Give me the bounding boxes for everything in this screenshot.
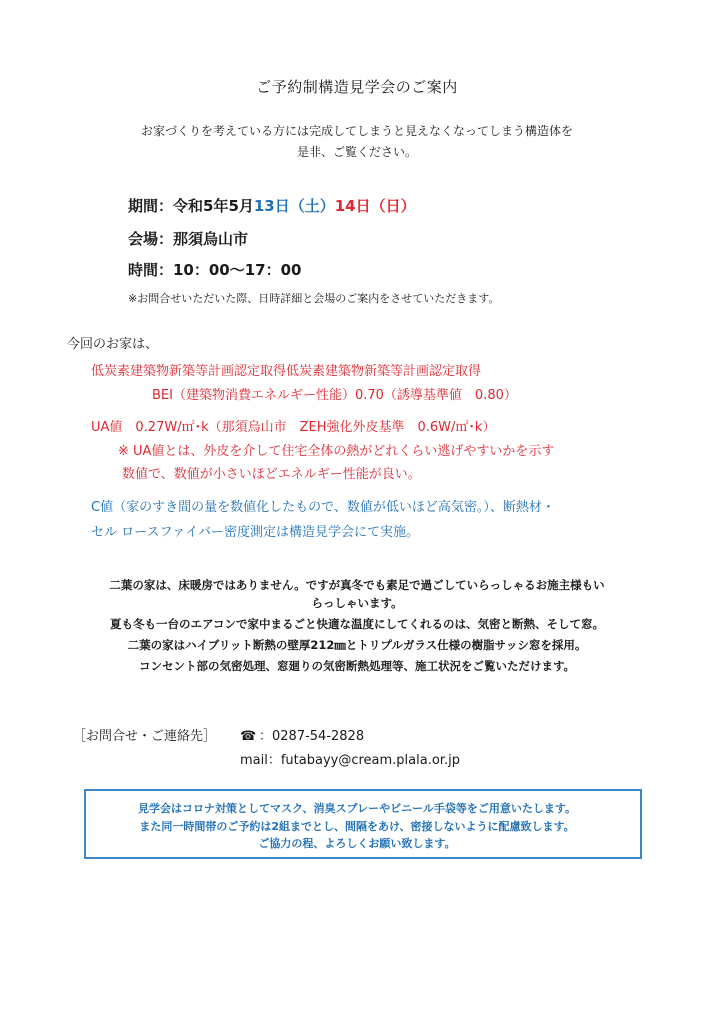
event-time: 時間：10：00〜17：00 bbox=[128, 261, 302, 279]
body-line-1: 二葉の家は、床暖房ではありません。ですが真冬でも素足で過ごしていらっしゃるお施主様もい bbox=[109, 578, 605, 592]
contact-mail[interactable]: mail：futabayy@cream.plala.or.jp bbox=[240, 753, 460, 768]
event-venue: 会場：那須烏山市 bbox=[128, 230, 249, 248]
c-value-line-2: セル ロースファイバー密度測定は構造見学会にて実施。 bbox=[91, 525, 419, 540]
ua-value: UA値 0.27W/㎡･k（那須烏山市 ZEH強化外皮基準 0.6W/㎡･k） bbox=[91, 420, 496, 435]
low-carbon-certification: 低炭素建築物新築等計画認定取得低炭素建築物新築等計画認定取得 bbox=[91, 364, 482, 379]
period-day-saturday: 13日（土） bbox=[253, 197, 335, 215]
page-title: ご予約制構造見学会のご案内 bbox=[256, 78, 458, 96]
body-line-4: 二葉の家はハイブリット断熱の壁厚212㎜とトリプルガラス仕様の樹脂サッシ窓を採用。 bbox=[127, 638, 587, 652]
event-note: ※お問合せいただいた際、日時詳細と会場のご案内をさせていただきます。 bbox=[128, 292, 500, 305]
contact-phone[interactable] bbox=[240, 725, 364, 744]
notice-line-1: 見学会はコロナ対策としてマスク、消臭スプレーやビニール手袋等をご用意いたします。 bbox=[137, 802, 577, 815]
bei-value: BEI（建築物消費エネルギー性能）0.70（誘導基準値 0.80） bbox=[152, 388, 517, 403]
notice-line-3: ご協力の程、よろしくお願い致します。 bbox=[258, 837, 456, 850]
period-day-sunday: 14日（日） bbox=[334, 197, 416, 215]
ua-note-line-1: ※ UA値とは、外皮を介して住宅全体の熱がどれくらい逃げやすいかを示す bbox=[118, 444, 555, 459]
body-line-3: 夏も冬も一台のエアコンで家中まるごと快適な温度にしてくれるのは、気密と断熱、そして窓。 bbox=[110, 617, 604, 631]
features-lead: 今回のお家は、 bbox=[67, 337, 159, 352]
ua-note-line-2: 数値で、数値が小さいほどエネルギー性能が良い。 bbox=[122, 467, 421, 482]
notice-line-2: また同一時間帯のご予約は2組までとし、間隔をあけ、密接しないように配慮致します。 bbox=[139, 820, 575, 833]
c-value-line-1: C値（家のすき間の量を数値化したもので、数値が低いほど高気密。）、断熱材・ bbox=[91, 500, 555, 515]
phone-number: ：0287-54-2828 bbox=[259, 729, 365, 744]
event-period bbox=[128, 195, 416, 216]
contact-label: ［お問合せ・ご連絡先］ bbox=[73, 729, 217, 744]
intro-line-1: お家づくりを考えている方には完成してしまうと見えなくなってしまう構造体を bbox=[140, 124, 573, 138]
period-label: 期間：令和5年5月 bbox=[128, 197, 254, 215]
body-line-5: コンセント部の気密処理、窓廻りの気密断熱処理等、施工状況をご覧いただけます。 bbox=[138, 659, 576, 673]
body-line-2: らっしゃいます。 bbox=[311, 596, 403, 610]
intro-line-2: 是非、ご覧ください。 bbox=[296, 145, 417, 159]
telephone-icon: ☎ bbox=[240, 729, 257, 744]
